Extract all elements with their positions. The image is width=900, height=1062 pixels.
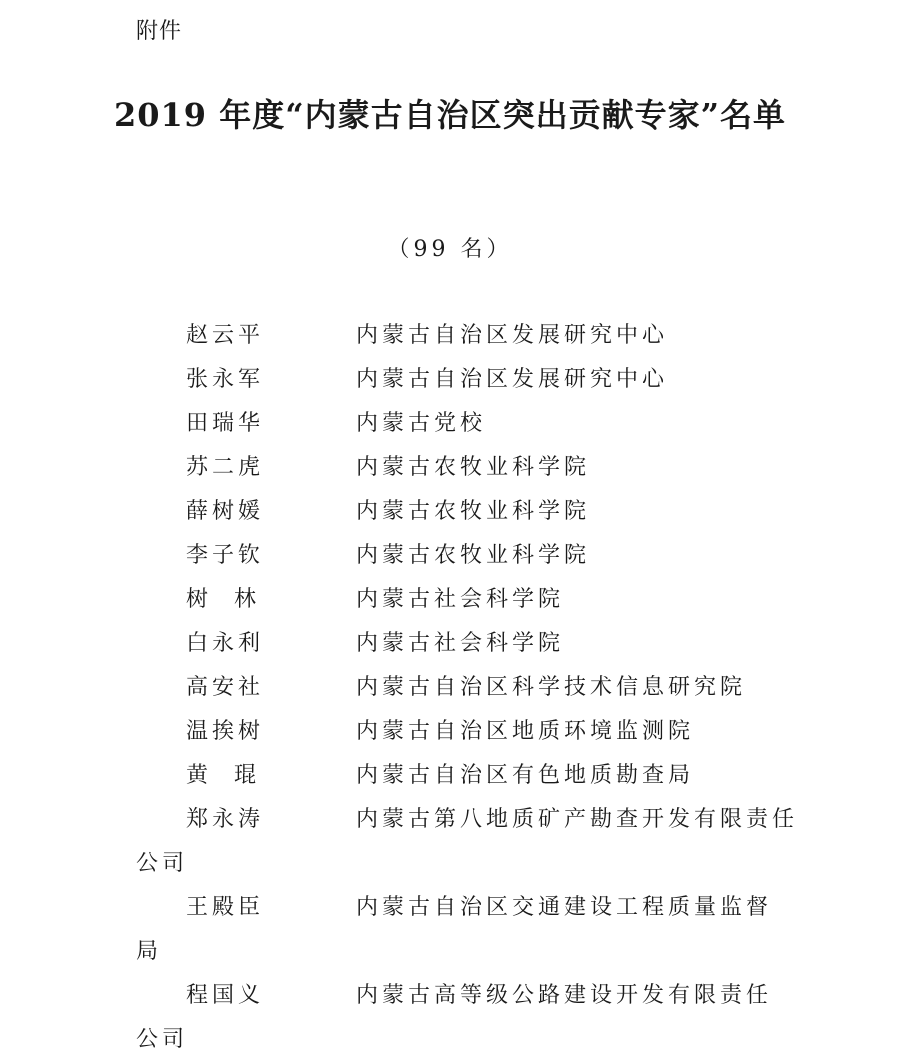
expert-name: 赵云平 <box>186 323 265 348</box>
expert-name: 王殿臣 <box>186 895 265 920</box>
list-item-continuation <box>0 1018 900 1062</box>
list-item <box>0 534 900 578</box>
list-item <box>0 710 900 754</box>
expert-name: 黄 琨 <box>186 763 260 788</box>
expert-organization: 内蒙古第八地质矿产勘查开发有限责任 <box>356 807 799 832</box>
list-item <box>0 754 900 798</box>
list-item <box>0 402 900 446</box>
expert-name: 薛树媛 <box>186 499 265 524</box>
list-item <box>0 666 900 710</box>
list-item <box>0 446 900 490</box>
expert-name: 温挨树 <box>186 719 265 744</box>
list-item <box>0 314 900 358</box>
expert-organization: 内蒙古农牧业科学院 <box>356 543 591 568</box>
expert-name: 张永军 <box>186 367 265 392</box>
expert-organization: 内蒙古农牧业科学院 <box>356 499 591 524</box>
list-item <box>0 622 900 666</box>
expert-name: 李子钦 <box>186 543 265 568</box>
expert-organization: 内蒙古高等级公路建设开发有限责任 <box>356 983 773 1008</box>
list-item <box>0 490 900 534</box>
expert-organization: 内蒙古自治区科学技术信息研究院 <box>356 675 747 700</box>
expert-organization-continued: 公司 <box>136 851 189 876</box>
expert-name: 田瑞华 <box>186 411 265 436</box>
expert-organization: 内蒙古自治区地质环境监测院 <box>356 719 695 744</box>
expert-name: 苏二虎 <box>186 455 265 480</box>
expert-organization: 内蒙古自治区有色地质勘查局 <box>356 763 695 788</box>
attachment-label: 附件 <box>136 19 183 44</box>
document-title: 2019 年度“内蒙古自治区突出贡献专家”名单 <box>113 96 787 134</box>
expert-organization-continued: 局 <box>136 939 163 964</box>
expert-organization: 内蒙古自治区发展研究中心 <box>356 367 669 392</box>
expert-organization: 内蒙古党校 <box>356 411 487 436</box>
list-item <box>0 798 900 842</box>
list-item-continuation <box>0 842 900 886</box>
expert-name: 高安社 <box>186 675 265 700</box>
list-item-continuation <box>0 930 900 974</box>
expert-name: 郑永涛 <box>186 807 265 832</box>
expert-name: 白永利 <box>186 631 265 656</box>
expert-organization: 内蒙古自治区发展研究中心 <box>356 323 669 348</box>
expert-count: （99 名） <box>387 237 513 262</box>
expert-organization: 内蒙古自治区交通建设工程质量监督 <box>356 895 773 920</box>
expert-organization: 内蒙古社会科学院 <box>356 631 565 656</box>
list-item <box>0 358 900 402</box>
expert-name: 程国义 <box>186 983 265 1008</box>
expert-organization: 内蒙古农牧业科学院 <box>356 455 591 480</box>
expert-name: 树 林 <box>186 587 260 612</box>
list-item <box>0 974 900 1018</box>
list-item <box>0 886 900 930</box>
expert-organization-continued: 公司 <box>136 1027 189 1052</box>
expert-list <box>0 314 900 1062</box>
expert-organization: 内蒙古社会科学院 <box>356 587 565 612</box>
list-item <box>0 578 900 622</box>
